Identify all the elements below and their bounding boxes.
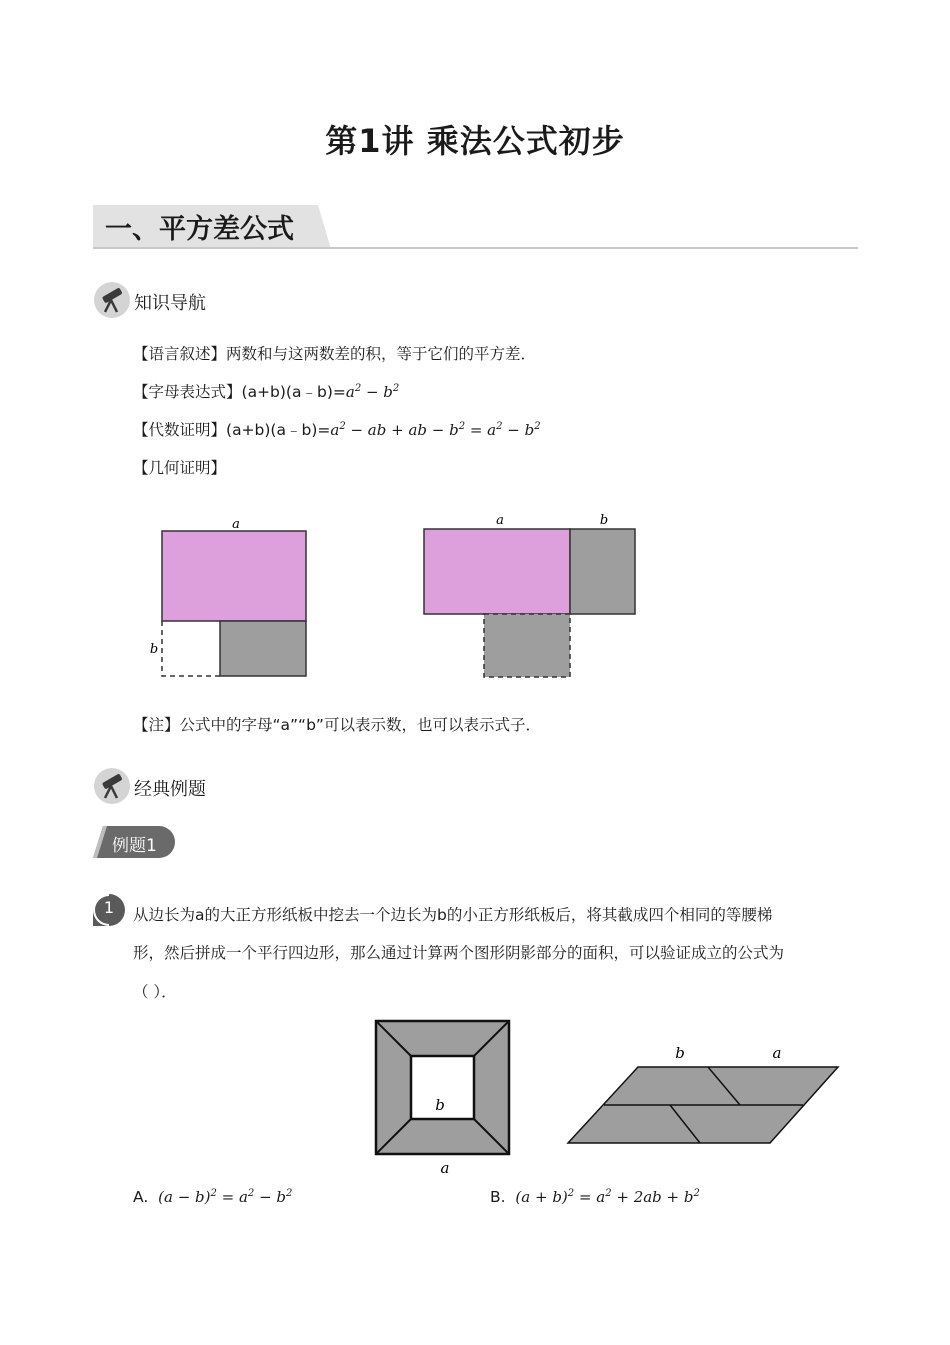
geometry-proof-figure [140, 505, 660, 690]
para-label-b: b [675, 1044, 685, 1062]
question-line-3: （ ）． [133, 983, 177, 1001]
right-label-a: a [496, 513, 504, 528]
right-gray-rect [570, 529, 635, 614]
verbal-label: 【语言叙述】 [133, 345, 227, 363]
option-a-label: A. [133, 1188, 149, 1206]
verbal-text: 两数和与这两数差的积，等于它们的平方差． [226, 345, 537, 363]
left-label-a: a [232, 517, 240, 532]
examples-label: 经典例题 [134, 779, 206, 800]
square-label-b: b [435, 1096, 445, 1114]
left-pink-rect [162, 531, 306, 621]
left-dashed-corner [162, 621, 220, 676]
right-moved-rect [484, 614, 570, 677]
algebra-lhs: (a+b)(a﹣b)= [226, 421, 331, 439]
algebra-rhs: $a^2$ − ab + ab − $b^2 = a^2 - b^2$ [330, 421, 541, 439]
section-title: 一、平方差公式 [105, 214, 294, 245]
note: 【注】公式中的字母“a”“b”可以表示数，也可以表示式子． [133, 716, 541, 734]
letter-expression [133, 380, 399, 402]
option-b-label: B. [490, 1188, 506, 1206]
letter-rhs: $a^2 - b^2$ [345, 383, 400, 401]
left-label-b: b [149, 642, 159, 657]
telescope-icon [93, 767, 131, 805]
letter-label: 【字母表达式】 [133, 383, 242, 401]
knowledge-nav-label: 知识导航 [134, 293, 206, 314]
option-a[interactable] [133, 1188, 292, 1206]
option-b-formula: $(a + b)^2 = a^2 + 2ab + b^2$ [515, 1188, 700, 1206]
algebra-label: 【代数证明】 [133, 421, 227, 439]
verbal-statement [133, 342, 536, 364]
letter-lhs: (a+b)(a﹣b)= [241, 383, 346, 401]
para-label-a: a [772, 1044, 782, 1062]
option-b[interactable] [490, 1188, 700, 1206]
example-tag: 例题1 [112, 836, 157, 856]
section-rule [93, 247, 858, 249]
lecture-title: 第1讲 乘法公式初步 [325, 122, 625, 160]
option-a-formula: $(a - b)^2 = a^2 - b^2$ [158, 1188, 293, 1206]
geometry-proof-label: 【几何证明】 [133, 459, 227, 477]
algebra-proof [133, 418, 541, 440]
question-line-2: 形，然后拼成一个平行四边形，那么通过计算两个图形阴影部分的面积，可以验证成立的公式为 [133, 944, 785, 962]
telescope-icon [93, 281, 131, 319]
square-frame-figure [370, 1015, 520, 1180]
question-number: 1 [103, 898, 115, 917]
left-gray-rect [220, 621, 306, 676]
question-line-1: 从边长为a的大正方形纸板中挖去一个边长为b的小正方形纸板后，将其截成四个相同的等腰梯 [133, 906, 773, 924]
parallelogram-figure [560, 1040, 845, 1150]
right-label-b: b [599, 513, 609, 528]
right-pink-rect [424, 529, 570, 614]
square-label-a: a [440, 1159, 450, 1177]
